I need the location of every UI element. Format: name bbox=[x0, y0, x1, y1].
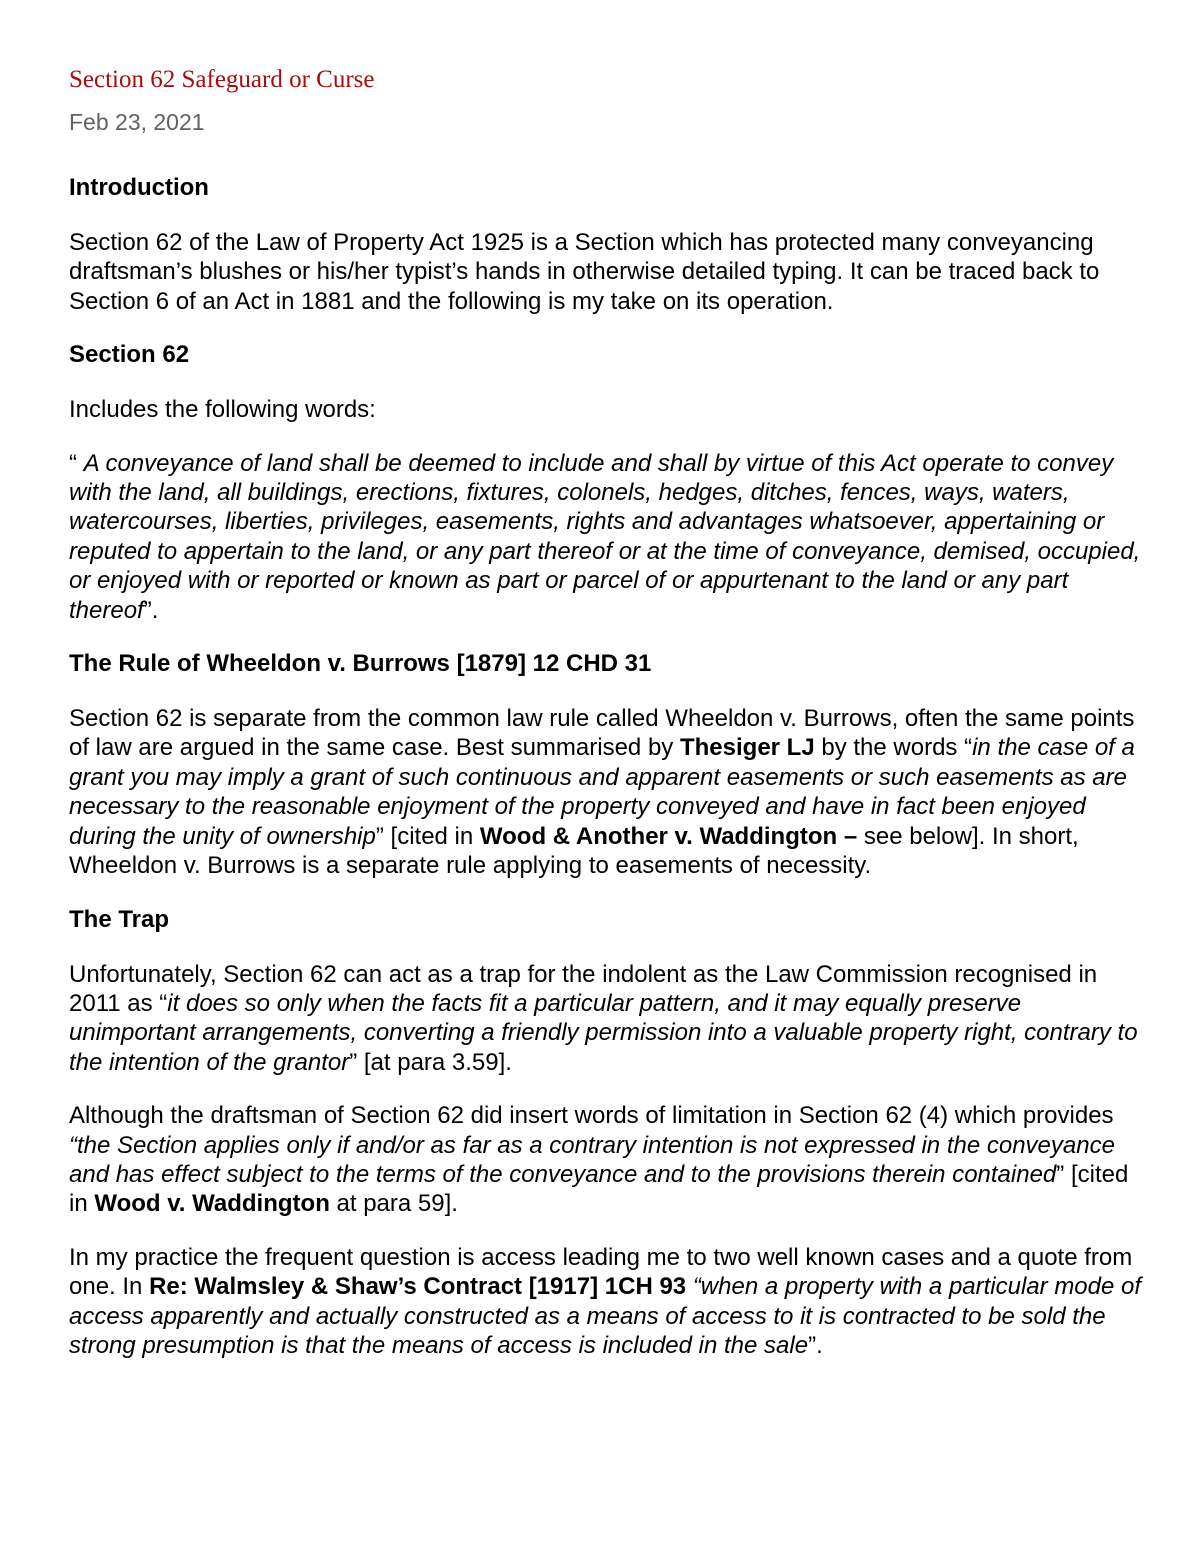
paragraph-trap-3 bbox=[69, 1243, 1144, 1361]
document-page bbox=[69, 62, 1144, 1360]
paragraph-section-62-lead: Includes the following words: bbox=[69, 396, 376, 424]
case-citation: Wood & Another v. Waddington – bbox=[479, 822, 858, 850]
case-citation: Wood v. Waddington bbox=[94, 1190, 330, 1218]
text-segment: at para 59]. bbox=[329, 1190, 458, 1218]
text-segment: ” [at para 3.59]. bbox=[349, 1048, 512, 1076]
paragraph-wheeldon-burrows bbox=[69, 704, 1144, 880]
law-commission-quote: it does so only when the facts fit a particular pattern, and it may equally preserve unimportant arrangements, converting a friendly permission into a valuable property right, contrary to the intention of the grantor bbox=[69, 989, 1138, 1076]
document-date: Feb 23, 2021 bbox=[69, 109, 205, 135]
case-citation: Re: Walmsley & Shaw’s Contract [1917] 1CH 93 bbox=[149, 1273, 687, 1301]
text-segment: see below]. In short, Wheeldon v. Burrows is a separate rule applying to easements of necessity. bbox=[69, 822, 1079, 880]
paragraph-trap-1 bbox=[69, 960, 1144, 1078]
heading-the-trap: The Trap bbox=[69, 905, 170, 933]
heading-section-62: Section 62 bbox=[69, 341, 190, 369]
heading-introduction: Introduction bbox=[69, 174, 209, 201]
quote-close: ”. bbox=[143, 596, 159, 624]
heading-wheeldon-burrows: The Rule of Wheeldon v. Burrows [1879] 12 CHD 31 bbox=[69, 650, 652, 678]
document-title: Section 62 Safeguard or Curse bbox=[69, 66, 375, 93]
walmsley-quote: “when a property with a particular mode of access apparently and actually constructed as a means of access to it is contracted to be sold the strong presumption is that the means of access is included in the sale bbox=[69, 1273, 1142, 1359]
judicial-quote: in the case of a grant you may imply a grant of such continuous and apparent easements or such easements as are necessary to the reasonable enjoyment of the property conveyed and have in fact been enjoyed during the unity of ownership bbox=[69, 734, 1135, 850]
text-segment: Although the draftsman of Section 62 did insert words of limitation in Section 62 (4) which provides bbox=[69, 1102, 1114, 1130]
text-segment bbox=[686, 1273, 693, 1300]
statute-quote: A conveyance of land shall be deemed to include and shall by virtue of this Act operate to convey with the land, all buildings, erections, fixtures, colonels, hedges, ditches, fences, ways, waters, watercourses, liberties, privileges, easements, rights and advantages whatsoever, appertaining or reputed to appertain to the land, or any part thereof or at the time of conveyance, demised, occupied, or enjoyed with or reported or known as part or parcel of or appurtenant to the land or any part thereof bbox=[69, 449, 1141, 624]
case-judge-name: Thesiger LJ bbox=[679, 734, 815, 762]
text-segment: ” [cited in bbox=[69, 1160, 1129, 1218]
text-segment: by the words “ bbox=[814, 734, 973, 762]
paragraph-introduction: Section 62 of the Law of Property Act 1925 is a Section which has protected many conveyancing draftsman’s blushes or his/her typist’s hands in otherwise detailed typing. It can be traced back to Section 6 of an Act in 1881 and the following is my take on its operation. bbox=[69, 229, 1100, 315]
text-segment: Section 62 is separate from the common law rule called Wheeldon v. Burrows, often the same points of law are argued in the same case. Best summarised by bbox=[69, 705, 1135, 762]
paragraph-section-62-quote bbox=[69, 449, 1144, 625]
quote-open: “ bbox=[69, 449, 84, 477]
paragraph-trap-2 bbox=[69, 1101, 1144, 1219]
text-segment: Unfortunately, Section 62 can act as a trap for the indolent as the Law Commission recognised in 2011 as “ bbox=[69, 960, 1098, 1017]
text-segment: ”. bbox=[808, 1331, 823, 1359]
text-segment: ” [cited in bbox=[375, 822, 480, 850]
text-segment: In my practice the frequent question is access leading me to two well known cases and a quote from one. In bbox=[69, 1243, 1133, 1301]
section-62-4-quote: “the Section applies only if and/or as far as a contrary intention is not expressed in the conveyance and has effect subject to the terms of the conveyance and to the provisions therein contained bbox=[69, 1131, 1115, 1188]
